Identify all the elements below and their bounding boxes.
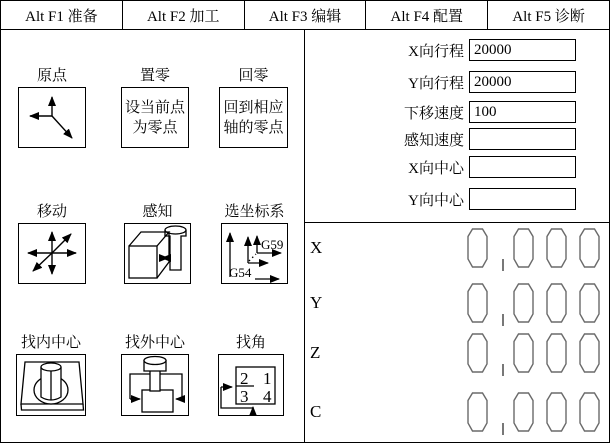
form-row-sense-speed xyxy=(331,127,586,151)
tool-select-coord-button[interactable] xyxy=(221,223,288,284)
form-row-y-center xyxy=(331,187,586,211)
tool-find-outer-center-button[interactable] xyxy=(121,354,189,416)
tool-sense-button[interactable] xyxy=(124,223,191,284)
x-center-input[interactable] xyxy=(469,156,576,178)
coord-systems-icon xyxy=(222,224,287,283)
inner-center-icon xyxy=(17,355,85,415)
form-row-down-speed xyxy=(331,100,586,124)
tool-find-inner-center-button[interactable] xyxy=(16,354,86,416)
tool-return-zero-group xyxy=(219,67,288,148)
tab-diagnose[interactable]: Alt F5 诊断 xyxy=(488,1,609,30)
g59-label: G59 xyxy=(261,237,284,252)
tab-bar xyxy=(1,1,609,30)
g54-label: G54 xyxy=(229,265,252,280)
down-speed-label: 下移速度 xyxy=(403,105,464,122)
tool-find-outer-center-label: 找外中心 xyxy=(124,335,185,351)
axis-z-readout xyxy=(463,333,603,378)
tool-find-outer-center-group xyxy=(121,334,189,416)
tool-find-corner-button[interactable] xyxy=(218,354,284,416)
y-travel-label: Y向行程 xyxy=(408,75,464,92)
tool-return-zero-label: 回零 xyxy=(238,68,269,84)
tool-find-corner-group xyxy=(218,334,284,416)
tool-find-inner-center-label: 找内中心 xyxy=(20,335,81,351)
tab-edit[interactable]: Alt F3 编辑 xyxy=(245,1,367,30)
tool-origin-group xyxy=(18,67,86,148)
form-row-x-travel xyxy=(331,38,586,62)
return-zero-desc-line1: 回到相应 xyxy=(223,99,284,116)
form-row-x-center xyxy=(331,155,586,179)
axis-y-readout xyxy=(463,283,603,328)
tool-set-zero-label: 置零 xyxy=(139,68,170,84)
set-zero-desc-line2: 为零点 xyxy=(132,119,178,136)
set-zero-desc-line1: 设当前点 xyxy=(124,99,185,116)
axis-x-label: X xyxy=(310,238,323,257)
tool-find-corner-label: 找角 xyxy=(235,335,266,351)
axis-c-label: C xyxy=(310,402,322,421)
tool-set-zero-button[interactable] xyxy=(121,87,189,148)
tool-origin-button[interactable] xyxy=(18,87,86,148)
sense-speed-input[interactable] xyxy=(469,128,576,150)
panel-divider-horizontal xyxy=(305,222,609,223)
tool-select-coord-group xyxy=(208,203,301,284)
tab-machining[interactable]: Alt F2 加工 xyxy=(123,1,245,30)
outer-center-icon xyxy=(122,355,188,415)
axis-z-label: Z xyxy=(310,343,321,362)
panel-divider-vertical xyxy=(304,30,305,442)
form-row-y-travel xyxy=(331,70,586,94)
x-center-label: X向中心 xyxy=(408,160,464,177)
tool-sense-group xyxy=(124,203,191,284)
return-zero-desc-line2: 轴的零点 xyxy=(223,119,284,136)
tool-set-zero-group xyxy=(121,67,189,148)
down-speed-input[interactable] xyxy=(469,101,576,123)
tool-origin-label: 原点 xyxy=(36,68,67,84)
axis-c-readout xyxy=(463,392,603,437)
axis-y-label: Y xyxy=(310,293,323,312)
quadrant-4: 4 xyxy=(263,387,272,406)
x-travel-label: X向行程 xyxy=(408,43,464,60)
y-center-input[interactable] xyxy=(469,188,576,210)
quadrant-3: 3 xyxy=(240,387,249,406)
tool-select-coord-label: 选坐标系 xyxy=(224,204,285,220)
tool-return-zero-button[interactable] xyxy=(219,87,288,148)
tool-sense-label: 感知 xyxy=(142,204,173,220)
origin-axes-icon xyxy=(19,88,85,147)
y-travel-input[interactable] xyxy=(469,71,576,93)
tab-prepare[interactable]: Alt F1 准备 xyxy=(1,1,123,30)
tool-move-group xyxy=(18,203,86,284)
tool-find-inner-center-group xyxy=(16,334,86,416)
sense-speed-label: 感知速度 xyxy=(403,132,464,149)
y-center-label: Y向中心 xyxy=(408,192,464,209)
quadrant-1: 1 xyxy=(263,369,272,388)
tool-move-button[interactable] xyxy=(18,223,86,284)
corner-quadrants-icon xyxy=(219,355,283,415)
probe-workpiece-icon xyxy=(125,224,190,283)
tab-config[interactable]: Alt F4 配置 xyxy=(366,1,488,30)
x-travel-input[interactable] xyxy=(469,39,576,61)
quadrant-2: 2 xyxy=(240,369,249,388)
move-arrows-icon xyxy=(19,224,85,283)
axis-x-readout xyxy=(463,228,603,273)
tool-move-label: 移动 xyxy=(36,204,67,220)
